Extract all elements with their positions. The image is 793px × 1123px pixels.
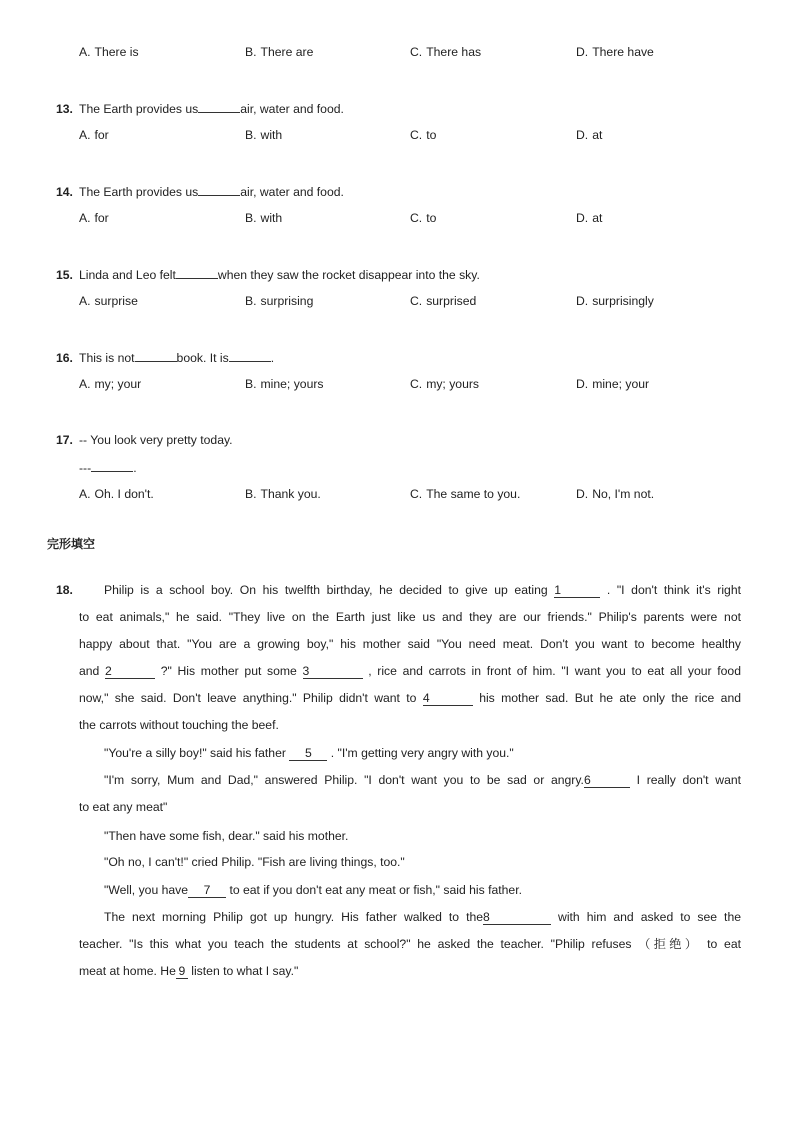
answer-blank [176,266,218,279]
question-number: 14. [56,185,73,199]
passage-line: Philip is a school boy. On his twelfth birthday, he decided to give up eating 1 . "I don't think it's right [104,583,741,597]
passage-line: "You're a silly boy!" said his father 5 . "I'm getting very angry with you." [104,746,514,760]
question-number: 13. [56,102,73,116]
passage-line: happy about that. "You are a growing boy," his mother said "You need meat. Don't you want to become healthy [79,637,741,651]
q14-option-b[interactable]: B. with [245,211,283,225]
question-number: 16. [56,351,73,365]
q17-option-c[interactable]: C. The same to you. [410,487,521,501]
passage-line: and 2 ?" His mother put some 3 , rice and carrots in front of him. "I want you to eat all your food [79,664,741,678]
q13-option-a[interactable]: A. for [79,128,109,142]
passage-line: "Oh no, I can't!" cried Philip. "Fish are living things, too." [104,855,405,869]
passage-line: "Then have some fish, dear." said his mother. [104,829,349,843]
passage-line: now," she said. Don't leave anything." Philip didn't want to 4 his mother sad. But he ate only the rice and [79,691,741,705]
q13-option-d[interactable]: D. at [576,128,603,142]
cloze-blank-9[interactable]: 9 [176,964,188,979]
q14-option-d[interactable]: D. at [576,211,603,225]
q13-options [79,127,759,143]
answer-blank [135,349,177,362]
q12-option-b[interactable]: B. There are [245,45,314,59]
q12-option-c[interactable]: C. There has [410,45,482,59]
cloze-blank-5[interactable]: 5 [289,746,327,761]
q13-option-b[interactable]: B. with [245,128,283,142]
q17-stem: 17. -- You look very pretty today. [56,433,233,447]
passage-line: "Well, you have 7 to eat if you don't eat any meat or fish," said his father. [104,883,522,897]
q17-response-line: --- . [79,461,137,475]
answer-blank [198,100,240,113]
q16-options [79,376,759,392]
q17-options [79,486,759,502]
answer-blank [229,349,271,362]
passage-line: to eat animals," he said. "They live on the Earth just like us and they are our friends." Philip's parents were not [79,610,741,624]
question-number: 15. [56,268,73,282]
q13-option-c[interactable]: C. to [410,128,437,142]
q13-stem: 13. The Earth provides us air, water and food. [56,102,344,116]
q17-option-d[interactable]: D. No, I'm not. [576,487,655,501]
q16-stem: 16. This is not book. It is . [56,351,275,365]
passage-line: the carrots without touching the beef. [79,718,279,732]
q15-option-c[interactable]: C. surprised [410,294,477,308]
q15-option-a[interactable]: A. surprise [79,294,138,308]
section-title: 完形填空 [47,537,96,551]
q15-stem: 15. Linda and Leo felt when they saw the rocket disappear into the sky. [56,268,480,282]
q12-option-d[interactable]: D. There have [576,45,654,59]
passage-line: teacher. "Is this what you teach the students at school?" he asked the teacher. "Philip refuses （拒绝） to eat [79,937,741,951]
question-number: 17. [56,433,73,447]
q15-option-b[interactable]: B. surprising [245,294,314,308]
q16-option-d[interactable]: D. mine; your [576,377,650,391]
cloze-blank-7[interactable]: 7 [188,883,226,898]
cloze-blank-3[interactable]: 3 [303,664,363,679]
q16-option-b[interactable]: B. mine; yours [245,377,324,391]
passage-line: meat at home. He 9 listen to what I say." [79,964,299,978]
q15-option-d[interactable]: D. surprisingly [576,294,654,308]
q14-options [79,210,759,226]
question-number: 18. [56,583,73,597]
cloze-blank-8[interactable]: 8 [483,910,551,925]
answer-blank [91,459,133,472]
passage-line: to eat any meat" [79,800,168,814]
q16-option-c[interactable]: C. my; yours [410,377,480,391]
q16-option-a[interactable]: A. my; your [79,377,142,391]
cloze-blank-6[interactable]: 6 [584,773,630,788]
q14-option-c[interactable]: C. to [410,211,437,225]
cloze-blank-2[interactable]: 2 [105,664,155,679]
passage-line: The next morning Philip got up hungry. His father walked to the8 with him and asked to see the [104,910,741,924]
passage-line: "I'm sorry, Mum and Dad," answered Philip. "I don't want you to be sad or angry.6 I really don't want [104,773,742,787]
q17-option-b[interactable]: B. Thank you. [245,487,321,501]
q12-option-a[interactable]: A. There is [79,45,139,59]
q12-options [79,44,759,60]
q17-option-a[interactable]: A. Oh. I don't. [79,487,154,501]
q14-stem: 14. The Earth provides us air, water and food. [56,185,344,199]
q15-options [79,293,759,309]
answer-blank [198,183,240,196]
cloze-blank-4[interactable]: 4 [423,691,473,706]
cloze-blank-1[interactable]: 1 [554,583,600,598]
q14-option-a[interactable]: A. for [79,211,109,225]
